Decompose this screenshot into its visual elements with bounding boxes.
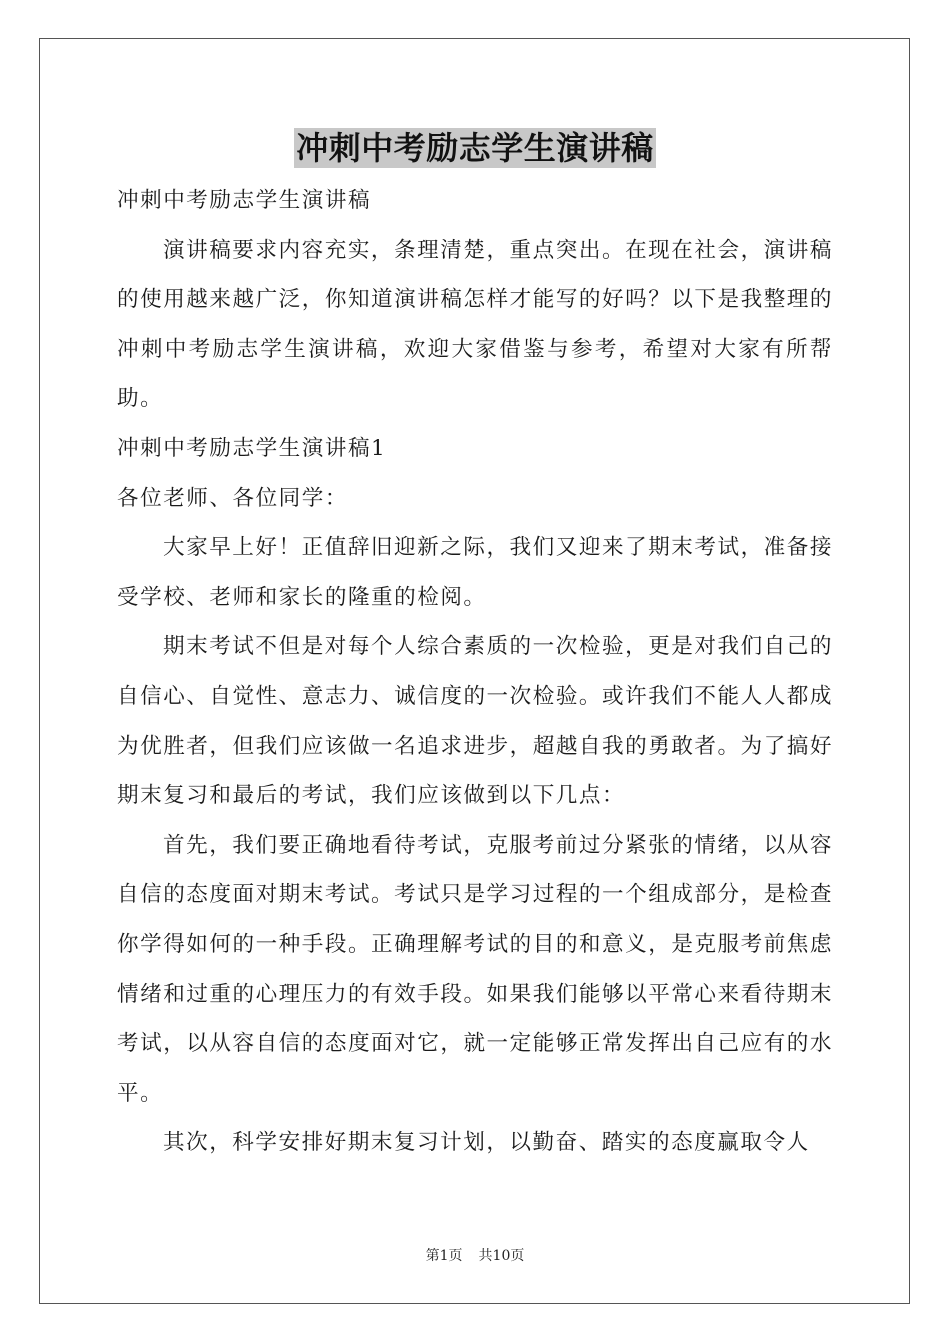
paragraph: 大家早上好！正值辞旧迎新之际，我们又迎来了期末考试，准备接受学校、老师和家长的隆重的检阅。 — [117, 535, 833, 610]
page-total: 共10页 — [478, 1248, 525, 1264]
paragraph: 演讲稿要求内容充实，条理清楚，重点突出。在现在社会，演讲稿的使用越来越广泛，你知道演讲稿怎样才能写的好吗？以下是我整理的冲刺中考励志学生演讲稿，欢迎大家借鉴与参考，希望对大家有所帮助。 — [117, 237, 833, 412]
paragraph: 冲刺中考励志学生演讲稿1 — [117, 435, 387, 461]
page-number: 第1页 — [425, 1248, 463, 1264]
paragraph: 其次，科学安排好期末复习计划，以勤奋、踏实的态度赢取令人 — [163, 1130, 810, 1156]
paragraph: 各位老师、各位同学： — [117, 485, 348, 511]
paragraph: 首先，我们要正确地看待考试，克服考前过分紧张的情绪，以从容自信的态度面对期末考试。考试只是学习过程的一个组成部分，是检查你学得如何的一种手段。正确理解考试的目的和意义，是克服考前焦虑情绪和过重的心理压力的有效手段。如果我们能够以平常心来看待期末考试，以从容自信的态度面对它，就一定能够正常发挥出自己应有的水平。 — [117, 832, 833, 1106]
document-title: 冲刺中考励志学生演讲稿 — [296, 129, 654, 167]
page-footer — [0, 1247, 950, 1265]
document-body — [117, 176, 833, 1168]
paragraph: 冲刺中考励志学生演讲稿 — [117, 188, 372, 213]
paragraph: 期末考试不但是对每个人综合素质的一次检验，更是对我们自己的自信心、自觉性、意志力、诚信度的一次检验。或许我们不能人人都成为优胜者，但我们应该做一名追求进步，超越自我的勇敢者。为了搞好期末复习和最后的考试，我们应该做到以下几点： — [117, 634, 833, 809]
title-container — [0, 128, 950, 168]
